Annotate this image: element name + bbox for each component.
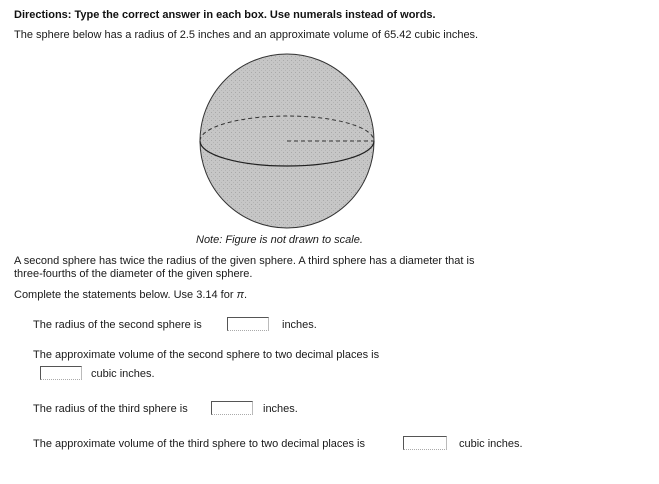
q3-suffix: inches. xyxy=(263,403,298,415)
instruction-suffix: . xyxy=(243,289,248,301)
q2-answer-input[interactable] xyxy=(40,366,82,380)
pi-symbol: π xyxy=(236,289,244,301)
intro-text: The sphere below has a radius of 2.5 inches and an approximate volume of 65.42 cubic inches. xyxy=(14,29,479,41)
context-line-1: A second sphere has twice the radius of the given sphere. A third sphere has a diameter that is xyxy=(14,255,475,267)
context-line-2: three-fourths of the diameter of the given sphere. xyxy=(14,268,253,280)
q4-answer-input[interactable] xyxy=(403,436,447,450)
q2-prefix: The approximate volume of the second sphere to two decimal places is xyxy=(33,349,380,361)
directions-text: Directions: Type the correct answer in each box. Use numerals instead of words. xyxy=(14,9,436,21)
q1-suffix: inches. xyxy=(282,319,317,331)
q2-suffix: cubic inches. xyxy=(91,368,155,380)
instruction-prefix: Complete the statements below. Use 3.14 for xyxy=(14,289,234,301)
q3-answer-input[interactable] xyxy=(211,401,253,415)
figure-note: Note: Figure is not drawn to scale. xyxy=(196,234,363,246)
q1-prefix: The radius of the second sphere is xyxy=(33,319,202,331)
sphere-figure xyxy=(195,52,379,232)
q1-answer-input[interactable] xyxy=(227,317,269,331)
q4-suffix: cubic inches. xyxy=(459,438,523,450)
q3-prefix: The radius of the third sphere is xyxy=(33,403,188,415)
instruction-text xyxy=(14,289,247,301)
q4-prefix: The approximate volume of the third sphere to two decimal places is xyxy=(33,438,365,450)
